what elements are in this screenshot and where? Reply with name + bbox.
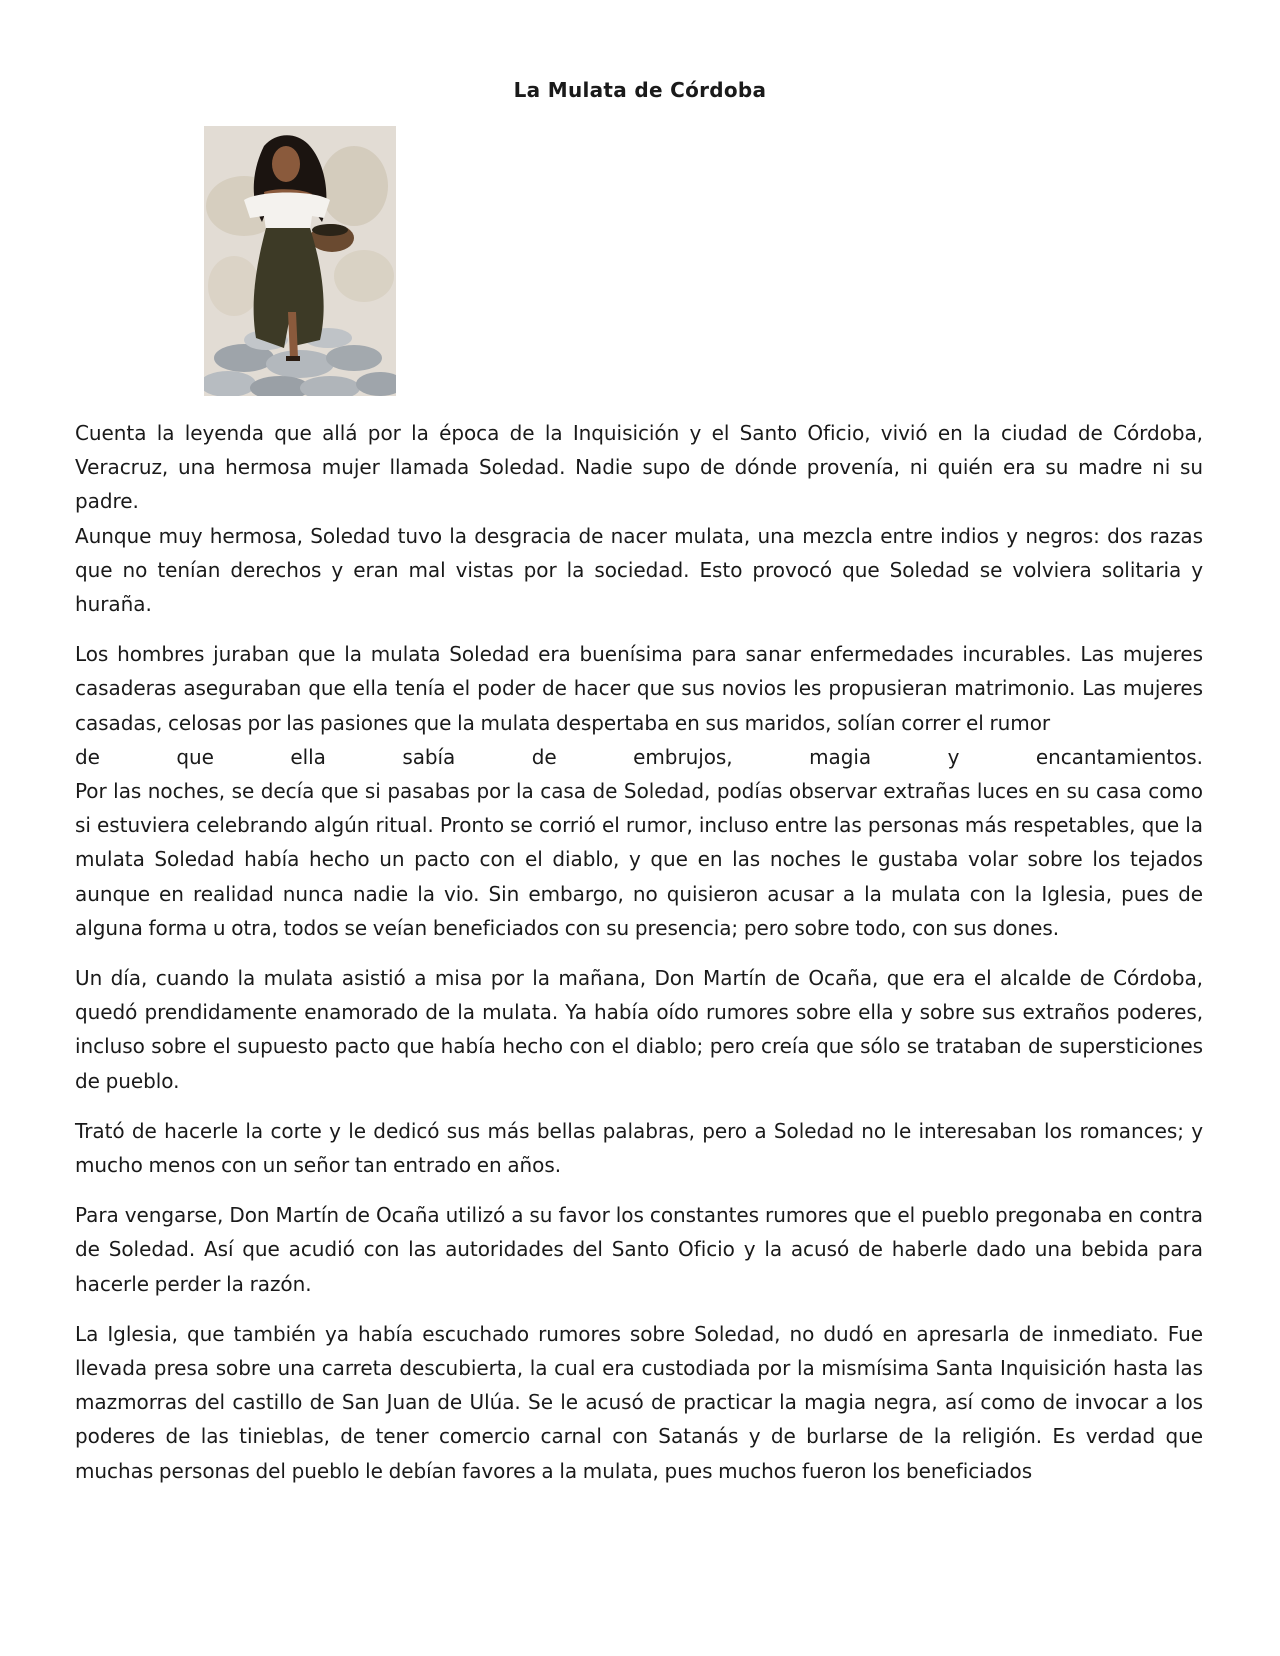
spread-word: embrujos, [633,744,733,769]
spread-word: que [176,744,214,769]
spread-word: ella [290,744,326,769]
paragraph-7: Para vengarse, Don Martín de Ocaña utilizó a su favor los constantes rumores que el pueblo pregonaba en contra de Soledad. Así que acudió con las autoridades del Santo Oficio y la acusó de haberle dado una bebida para hacerle perder la razón. [75,1203,1203,1296]
paragraph-4: Por las noches, se decía que si pasabas por la casa de Soledad, podías observar extrañas luces en su casa como si estuviera celebrando algún ritual. Pronto se corrió el rumor, incluso entre las personas más respetables, que la mulata Soledad había hecho un pacto con el diablo, y que en las noches le gustaba volar sobre los tejados aunque en realidad nunca nadie la vio. Sin embargo, no quisieron acusar a la mulata con la Iglesia, pues de alguna forma u otra, todos se veían beneficiados con su presencia; pero sobre todo, con sus dones. [75,779,1203,940]
paragraph-3-last-line [75,740,1203,774]
paragraph-6: Trató de hacerle la corte y le dedicó sus más bellas palabras, pero a Soledad no le interesaban los romances; y mucho menos con un señor tan entrado en años. [75,1118,1203,1178]
spread-word: de [75,744,100,769]
paragraph-2: Aunque muy hermosa, Soledad tuvo la desgracia de nacer mulata, una mezcla entre indios y negros: dos razas que no tenían derechos y eran mal vistas por la sociedad. Esto provocó que Soledad se volviera solitaria y huraña. [75,523,1203,617]
paragraph-1: Cuenta la leyenda que allá por la época de la Inquisición y el Santo Oficio, vivió en la ciudad de Córdoba, Veracruz, una hermosa mujer llamada Soledad. Nadie supo de dónde provenía, ni quién era su madre ni su padre. [75,421,1203,514]
document-body [75,416,1203,1504]
woman-in-white-blouse-illustration-icon [204,126,396,396]
paragraph-8: La Iglesia, que también ya había escuchado rumores sobre Soledad, no dudó en apresarla de inmediato. Fue llevada presa sobre una carreta descubierta, la cual era custodiada por la mismísima Santa Inquisición hasta las mazmorras del castillo de San Juan de Ulúa. Se le acusó de practicar la magia negra, así como de invocar a los poderes de las tinieblas, de tener comercio carnal con Satanás y de burlarse de la religión. Es verdad que muchas personas del pueblo le debían favores a la mulata, pues muchos fueron los beneficiados [75,1321,1203,1483]
spread-word: y [947,744,960,769]
spread-word: sabía [402,744,456,769]
paragraph-3 [75,637,1203,774]
spread-word: encantamientos. [1035,744,1203,769]
spread-word: magia [809,744,872,769]
paragraph-3-text: Los hombres juraban que la mulata Soledad era buenísima para sanar enfermedades incurables. Las mujeres casaderas aseguraban que ella tenía el poder de hacer que sus novios les propusieran matrimonio. Las mujeres casadas, celosas por las pasiones que la mulata despertaba en sus maridos, solían correr el rumor [75,642,1203,735]
mulata-illustration [204,126,396,396]
spread-word: de [531,744,557,769]
paragraph-5: Un día, cuando la mulata asistió a misa por la mañana, Don Martín de Ocaña, que era el alcalde de Córdoba, quedó prendidamente enamorado de la mulata. Ya había oído rumores sobre ella y sobre sus extraños poderes, incluso sobre el supuesto pacto que había hecho con el diablo; pero creía que sólo se trataban de supersticiones de pueblo. [75,966,1203,1093]
document-title: La Mulata de Córdoba [513,78,767,102]
